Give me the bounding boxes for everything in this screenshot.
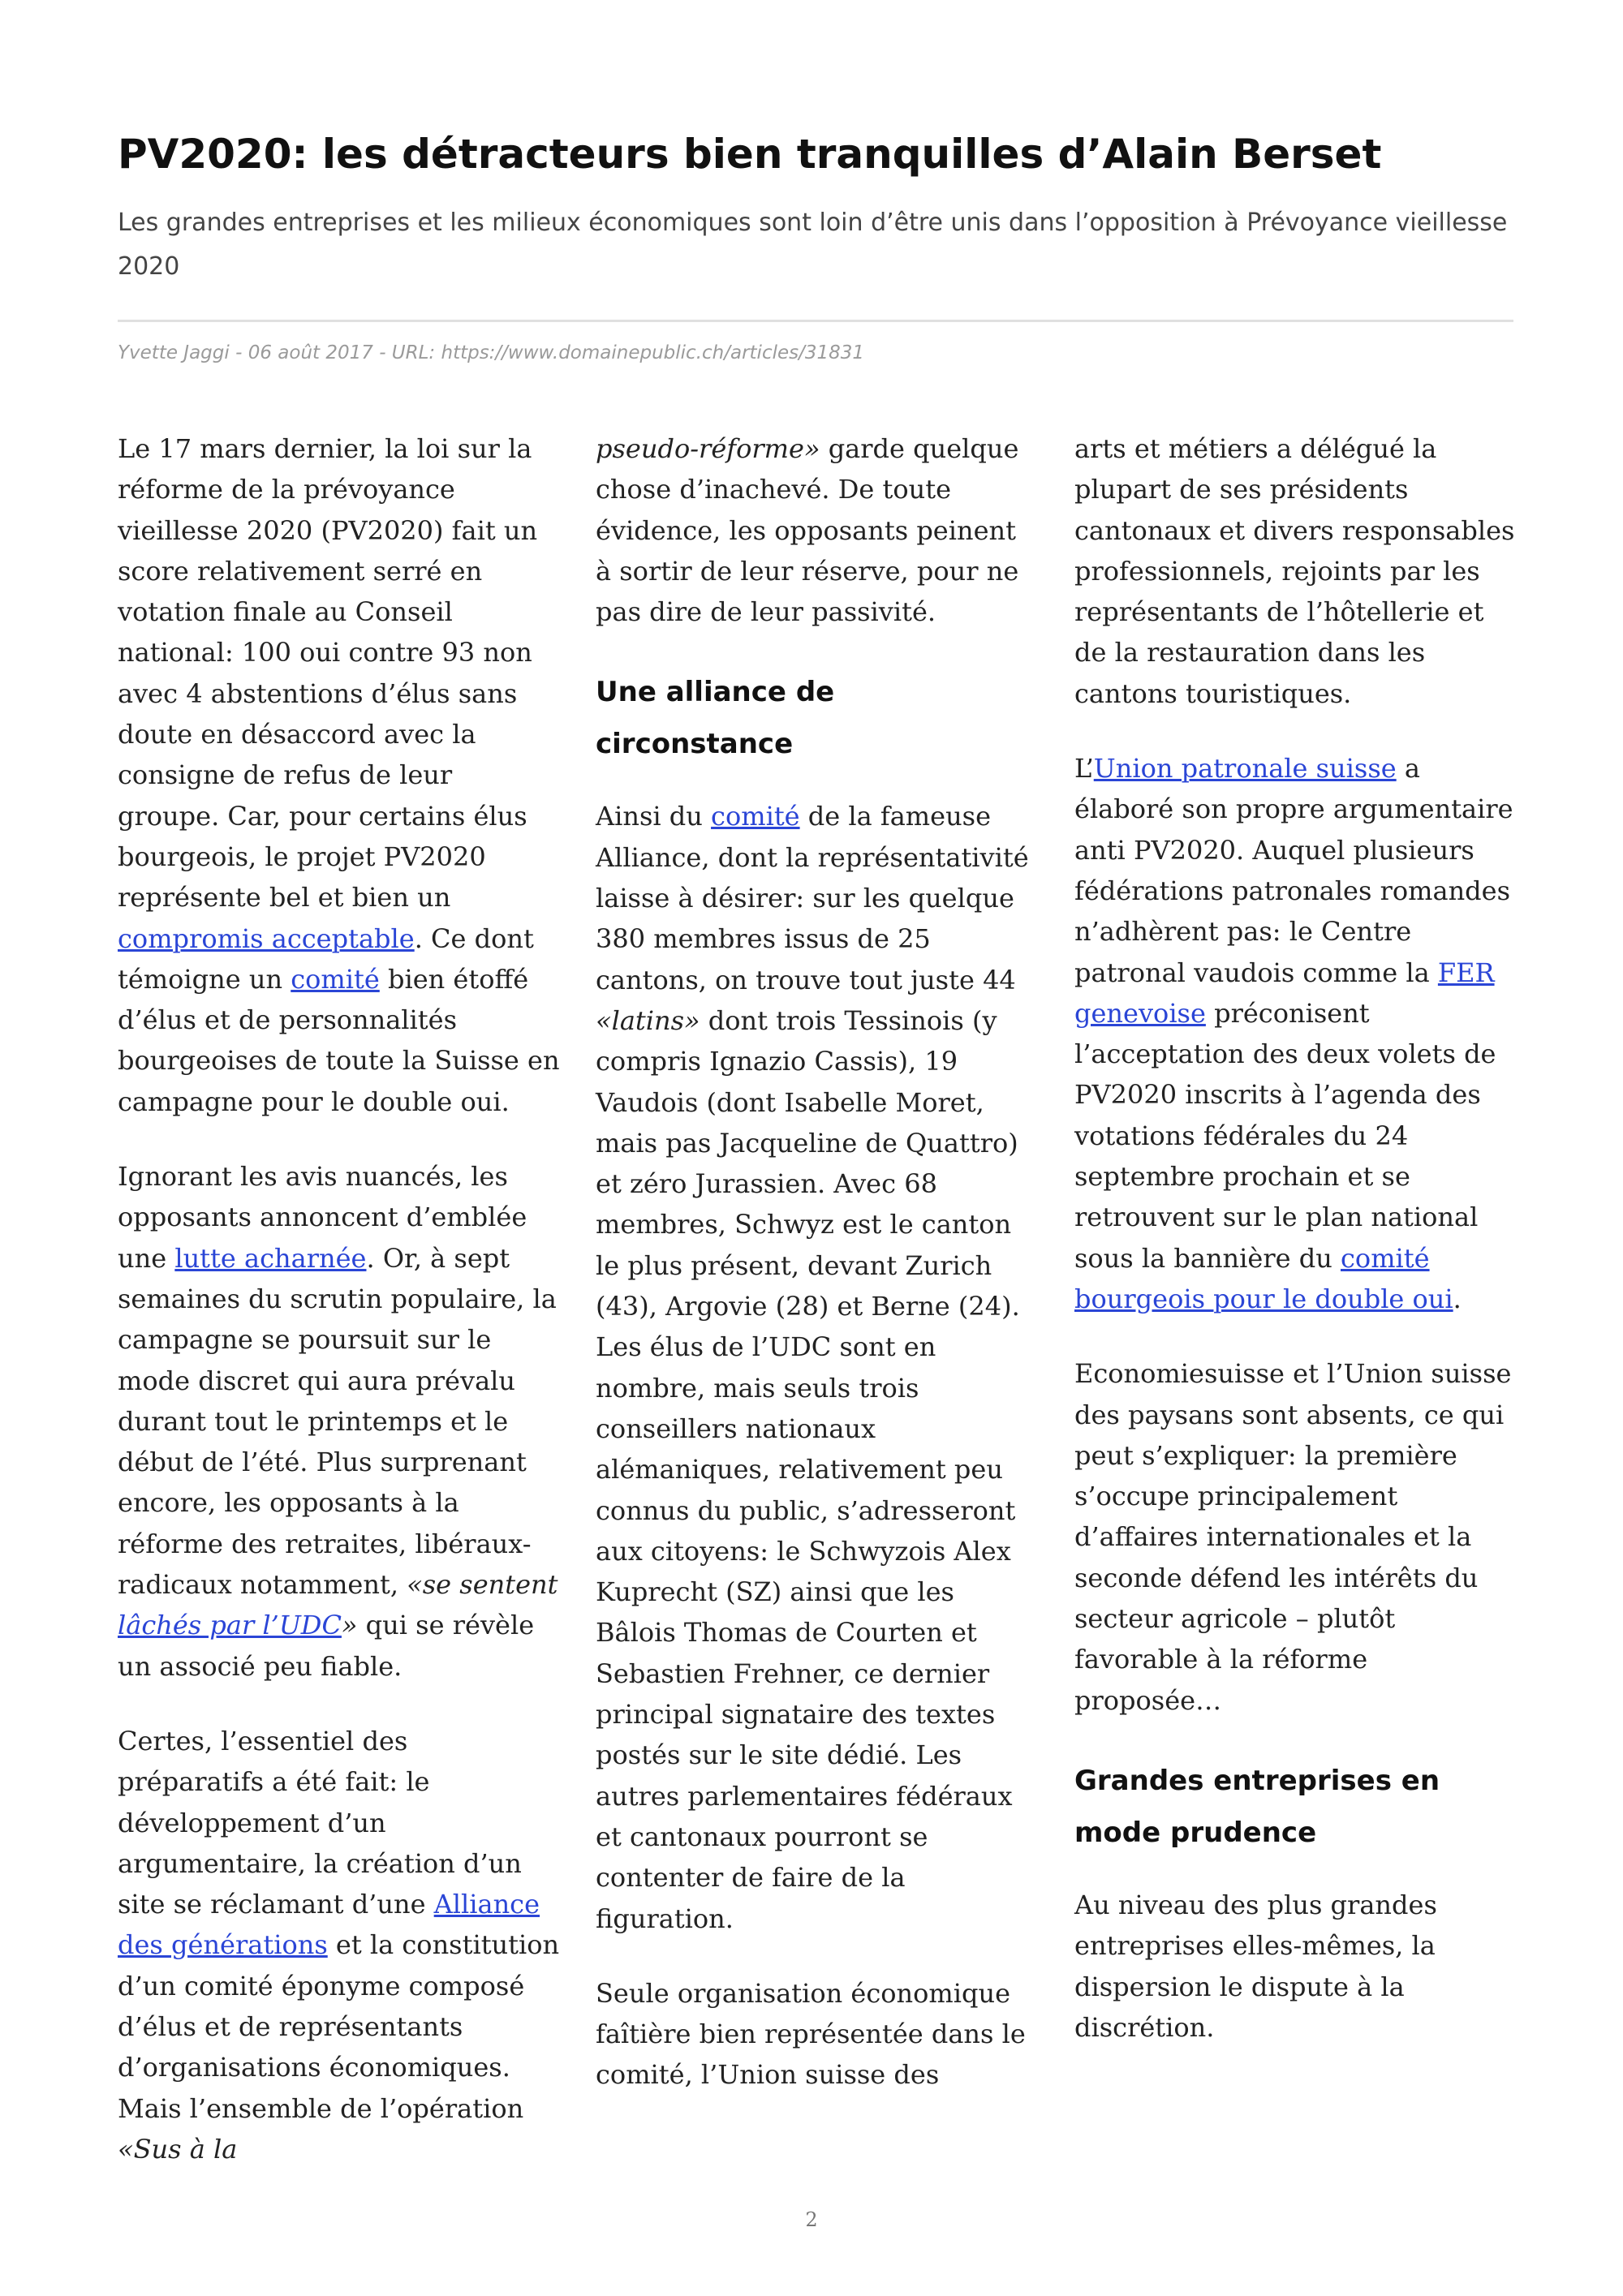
text-run: dont trois Tessinois (y compris Ignazio Cassis), 19 Vaudois (dont Isabelle Moret, mais pas Jacqueline de Quattro) et zéro Jurassien. Avec 68 membres, Schwyz est le canton le plus présent, devant Zurich (43), Argovie (28) et Berne (24). Les élus de l’UDC sont en nombre, mais seuls trois conseillers nationaux alémaniques, relativement peu connus du public, s’adresseront aux citoyens: le Schwyzois Alex Kuprecht (SZ) ainsi que les Bâlois Thomas de Courten et Sebastien Frehner, ce dernier principal signataire des textes postés sur le site dédié. Les autres parlementaires fédéraux et cantonaux pourront se contenter de faire de la figuration.	[596, 1004, 1020, 1934]
text-run: .	[1453, 1283, 1462, 1314]
paragraph	[1074, 1885, 1517, 2048]
quote-text: »	[341, 1610, 358, 1641]
text-run: qui se révèle un associé peu fiable.	[118, 1610, 535, 1682]
link-compromis-acceptable[interactable]: compromis acceptable	[118, 922, 415, 954]
text-run: Au niveau des plus grandes entreprises elles-mêmes, la dispersion le dispute à la discrétion.	[1074, 1889, 1437, 2043]
paragraph	[118, 1721, 560, 2169]
link-union-patronale-suisse[interactable]: Union patronale suisse	[1093, 753, 1397, 785]
text-run: Seule organisation économique faîtière bien représentée dans le comité, l’Union suisse des	[596, 1977, 1026, 2091]
text-run: a élaboré son propre argumentaire anti PV2020. Auquel plusieurs fédérations patronales romandes n’adhèrent pas: le Centre patronal vaudois comme la	[1074, 753, 1513, 988]
page-number: 2	[805, 2208, 818, 2231]
paragraph	[1074, 748, 1517, 1319]
section-heading: Grandes entreprises en mode prudence	[1074, 1764, 1440, 1849]
link-lutte-acharnee[interactable]: lutte acharnée	[174, 1242, 367, 1274]
text-run: bien étoffé d’élus et de personnalités bourgeoises de toute la Suisse en campagne pour le double oui.	[118, 963, 560, 1117]
article-meta: Yvette Jaggi - 06 août 2017 - URL: https://www.domainepublic.ch/articles/31831	[118, 342, 865, 363]
article-subtitle: Les grandes entreprises et les milieux économiques sont loin d’être unis dans l’opposition à Prévoyance vieillesse 2020	[118, 209, 1508, 281]
text-run: Ignorant les avis nuancés, les opposants annoncent d’emblée une	[118, 1161, 527, 1274]
header-divider	[118, 320, 1513, 322]
link-fer-genevoise[interactable]: FER genevoise	[1074, 957, 1495, 1029]
text-run: . Or, à sept semaines du scrutin populaire, la campagne se poursuit sur le mode discret qui aura prévalu durant tout le printemps et le début de l’été. Plus surprenant encore, les opposants à la réforme des retraites, libéraux-radicaux notamment,	[118, 1242, 557, 1601]
paragraph	[1074, 1353, 1517, 1721]
paragraph	[1074, 428, 1517, 714]
text-run: garde quelque chose d’inachevé. De toute évidence, les opposants peinent à sortir de leur réserve, pour ne pas dire de leur passivité.	[596, 433, 1019, 628]
quote-text: pseudo-réforme»	[596, 433, 820, 464]
text-run: Economiesuisse et l’Union suisse des paysans sont absents, ce qui peut s’expliquer: la première s’occupe principalement d’affaires internationales et la seconde défend les intérêts du secteur agricole – plutôt favorable à la réforme proposée…	[1074, 1358, 1512, 1716]
link-comite-alliance[interactable]: comité	[711, 801, 800, 832]
text-run: de la fameuse Alliance, dont la représentativité laisse à désirer: sur les quelque 380 membres issus de 25 cantons, on trouve tout juste 44	[596, 801, 1029, 995]
paragraph	[118, 1156, 560, 1687]
text-run: . Ce dont témoigne un	[118, 922, 534, 995]
paragraph	[596, 428, 1038, 632]
text-run: L’	[1074, 753, 1094, 785]
text-column-2	[596, 428, 1038, 2130]
article-title: PV2020: les détracteurs bien tranquilles d’Alain Berset	[118, 131, 1382, 178]
section-heading: Une alliance de circonstance	[596, 676, 835, 761]
link-comite[interactable]: comité	[291, 963, 380, 995]
text-run: Ainsi du	[596, 801, 712, 832]
paragraph	[118, 428, 560, 1122]
link-comite-bourgeois[interactable]: comité bourgeois pour le double oui	[1074, 1242, 1453, 1314]
text-run: et la constitution d’un comité éponyme composé d’élus et de représentants d’organisations économiques. Mais l’ensemble de l’opération	[118, 1929, 560, 2124]
text-run: arts et métiers a délégué la plupart de ses présidents cantonaux et divers responsables professionnels, rejoints par les représentants de l’hôtellerie et de la restauration dans les cantons touristiques.	[1074, 433, 1515, 709]
quote-text: «Sus à la	[118, 2133, 238, 2165]
link-laches-par-udc[interactable]: lâchés par l’UDC	[118, 1610, 342, 1641]
paragraph	[596, 796, 1038, 1938]
link-alliance-des-generations[interactable]: Alliance des générations	[118, 1889, 540, 1961]
text-run: Certes, l’essentiel des préparatifs a été fait: le développement d’un argumentaire, la création d’un site se réclamant d’une	[118, 1725, 522, 1920]
text-run: Le 17 mars dernier, la loi sur la réforme de la prévoyance vieillesse 2020 (PV2020) fait un score relativement serré en votation finale au Conseil national: 100 oui contre 93 non avec 4 abstentions d’élus sans doute en désaccord avec la consigne de refus de leur groupe. Car, pour certains élus bourgeois, le projet PV2020 représente bel et bien un	[118, 433, 538, 914]
text-column-1	[118, 428, 560, 2204]
quote-text: «latins»	[596, 1004, 700, 1036]
quote-text: «se sentent	[407, 1569, 558, 1601]
text-run: préconisent l’acceptation des deux volets de PV2020 inscrits à l’agenda des votations fédérales du 24 septembre prochain et se retrouvent sur le plan national sous la bannière du	[1074, 997, 1496, 1274]
text-column-3	[1074, 428, 1517, 2082]
paragraph	[596, 1973, 1038, 2096]
